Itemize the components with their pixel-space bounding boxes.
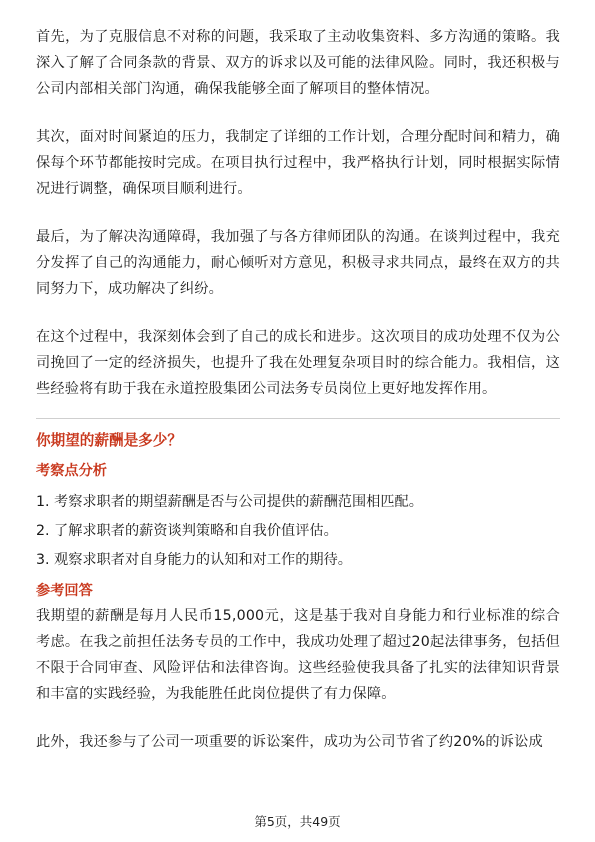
body-paragraph: 在这个过程中，我深刻体会到了自己的成长和进步。这次项目的成功处理不仅为公司挽回了一定的经济损失，也提升了我在处理复杂项目时的综合能力。我相信，这些经验将有助于我在永道控股集团公司法务专员岗位上更好地发挥作用。 bbox=[36, 329, 560, 397]
list-item: 2. 了解求职者的薪资谈判策略和自我价值评估。 bbox=[36, 523, 338, 539]
answer-paragraph: 我期望的薪酬是每月人民币15,000元，这是基于我对自身能力和行业标准的综合考虑。在我之前担任法务专员的工作中，我成功处理了超过20起法律事务，包括但不限于合同审查、风险评估和法律咨询。这些经验使我具备了扎实的法律知识背景和丰富的实践经验，为我能胜任此岗位提供了有力保障。 bbox=[36, 608, 560, 702]
list-item: 3. 观察求职者对自身能力的认知和对工作的期待。 bbox=[36, 552, 352, 568]
body-paragraph: 最后，为了解决沟通障碍，我加强了与各方律师团队的沟通。在谈判过程中，我充分发挥了自己的沟通能力，耐心倾听对方意见，积极寻求共同点，最终在双方的共同努力下，成功解决了纠纷。 bbox=[36, 229, 560, 297]
page-footer: 第5页，共49页 bbox=[254, 814, 341, 829]
analysis-list bbox=[36, 489, 560, 573]
answer-paragraph: 此外，我还参与了公司一项重要的诉讼案件，成功为公司节省了约20%的诉讼成 bbox=[36, 734, 543, 750]
question-heading: 你期望的薪酬是多少？ bbox=[36, 432, 182, 449]
analysis-heading: 考察点分析 bbox=[36, 463, 107, 479]
section-divider bbox=[36, 418, 560, 419]
body-paragraph: 其次，面对时间紧迫的压力，我制定了详细的工作计划，合理分配时间和精力，确保每个环节都能按时完成。在项目执行过程中，我严格执行计划，同时根据实际情况进行调整，确保项目顺利进行。 bbox=[36, 129, 560, 197]
answer-heading: 参考回答 bbox=[36, 583, 93, 599]
document-page bbox=[36, 24, 560, 755]
list-item: 1. 考察求职者的期望薪酬是否与公司提供的薪酬范围相匹配。 bbox=[36, 494, 423, 510]
body-paragraph: 首先，为了克服信息不对称的问题，我采取了主动收集资料、多方沟通的策略。我深入了解了合同条款的背景、双方的诉求以及可能的法律风险。同时，我还积极与公司内部相关部门沟通，确保我能够全面了解项目的整体情况。 bbox=[36, 29, 560, 97]
